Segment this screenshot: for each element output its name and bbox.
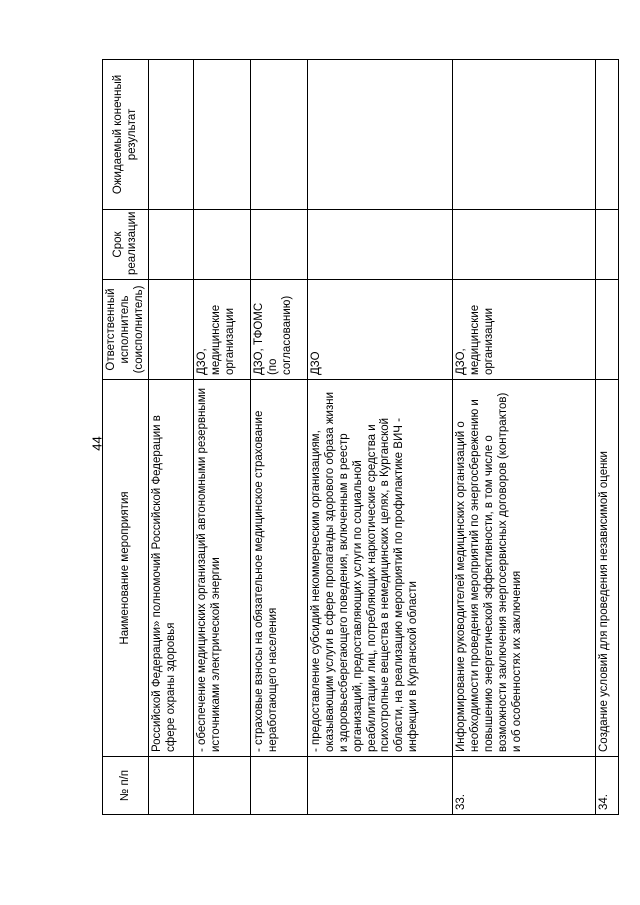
header-name: Наименование мероприятия: [103, 380, 149, 757]
table-row: [308, 60, 453, 815]
cell-responsible: ДЗО: [308, 280, 453, 380]
cell-num: 33.: [453, 757, 596, 815]
page-number: 44: [89, 436, 105, 451]
cell-term: [149, 210, 194, 280]
table-header-row: [103, 60, 149, 815]
header-term: Срок реализации: [103, 210, 149, 280]
cell-term: [251, 210, 308, 280]
cell-name: - страховые взносы на обязательное медицинское страхование неработающего населения: [251, 380, 308, 757]
header-responsible: Ответственный исполнитель (соисполнитель): [103, 280, 149, 380]
rotated-table-container: [102, 60, 611, 815]
cell-responsible: ДЗО, медицинские организации: [194, 280, 251, 380]
header-num: № п/п: [103, 757, 149, 815]
cell-term: [596, 210, 619, 280]
cell-num: [308, 757, 453, 815]
cell-num: [149, 757, 194, 815]
cell-term: [308, 210, 453, 280]
cell-responsible: ДЗО, ТФОМС (по согласованию): [251, 280, 308, 380]
cell-num: [194, 757, 251, 815]
cell-result: [194, 60, 251, 210]
cell-name: - обеспечение медицинских организаций автономными резервными источниками электрической энергии: [194, 380, 251, 757]
cell-term: [453, 210, 596, 280]
cell-responsible: [149, 280, 194, 380]
cell-term: [194, 210, 251, 280]
cell-name: - предоставление субсидий некоммерческим организациям, оказывающим услуги в сфере пропаганды здорового образа жизни и здоровьесберегающего поведения, включенным в реестр организаций, предоставляющих услуги по социальной реабилитации лиц, потребляющих наркотические средства и психотропные вещества в немедицинских целях, в Курганской области, на реализацию мероприятий по профилактике ВИЧ - инфекции в Курганской области: [308, 380, 453, 757]
cell-name: Информирование руководителей медицинских организаций о необходимости проведения мероприятий по энергосбережению и повышению энергетической эффективности, в том числе о возможности заключения энергосервисных договоров (контрактов) и об особенностях их заключения: [453, 380, 596, 757]
table-row: [194, 60, 251, 815]
table-row: [453, 60, 596, 815]
cell-result: [149, 60, 194, 210]
cell-name: Создание условий для проведения независимой оценки: [596, 380, 619, 757]
cell-responsible: ДЗО, медицинские организации: [453, 280, 596, 380]
cell-result: [251, 60, 308, 210]
cell-result: [596, 60, 619, 210]
table-row: [596, 60, 619, 815]
cell-result: [453, 60, 596, 210]
cell-num: 34.: [596, 757, 619, 815]
cell-num: [251, 757, 308, 815]
cell-result: [308, 60, 453, 210]
header-result: Ожидаемый конечный результат: [103, 60, 149, 210]
measures-table: [102, 59, 619, 815]
table-row: [251, 60, 308, 815]
cell-responsible: [596, 280, 619, 380]
cell-name: Российской Федерации» полномочий Российской Федерации в сфере охраны здоровья: [149, 380, 194, 757]
table-row: [149, 60, 194, 815]
